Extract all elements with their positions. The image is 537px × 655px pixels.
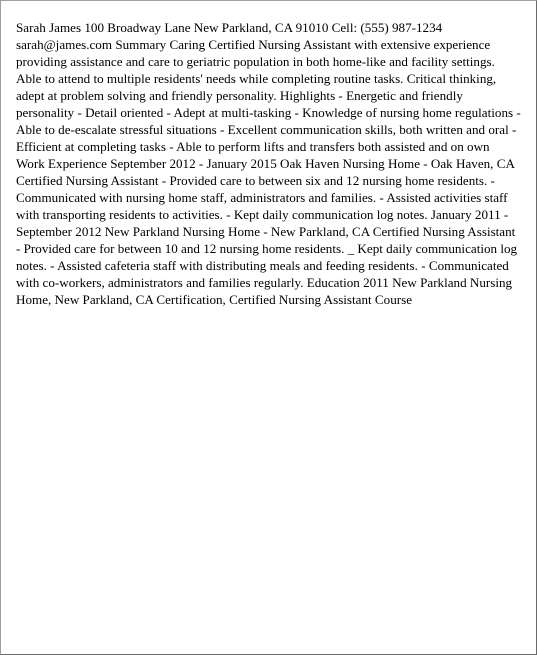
resume-body-text: Sarah James 100 Broadway Lane New Parkland, CA 91010 Cell: (555) 987-1234 sarah@james.com Summary Caring Certified Nursing Assistant with extensive experience providing assistance and care to geriatric population in both home-like and facility settings. Able to attend to multiple residents' needs while completing routine tasks. Critical thinking, adept at problem solving and friendly personality. Highlights - Energetic and friendly personality - Detail oriented - Adept at multi-tasking - Knowledge of nursing home regulations - Able to de-escalate stressful situations - Excellent communication skills, both written and oral - Efficient at completing tasks - Able to perform lifts and transfers both assisted and on own Work Experience September 2012 - January 2015 Oak Haven Nursing Home - Oak Haven, CA Certified Nursing Assistant - Provided care to between six and 12 nursing home residents. - Communicated with nursing home staff, administrators and families. - Assisted activities staff with transporting residents to activities. - Kept daily communication log notes. January 2011 - September 2012 New Parkland Nursing Home - New Parkland, CA Certified Nursing Assistant - Provided care for between 10 and 12 nursing home residents. _ Kept daily communication log notes. - Assisted cafeteria staff with distributing meals and feeding residents. - Communicated with co-workers, administrators and families regularly. Education 2011 New Parkland Nursing Home, New Parkland, CA Certification, Certified Nursing Assistant Course: [16, 20, 521, 307]
